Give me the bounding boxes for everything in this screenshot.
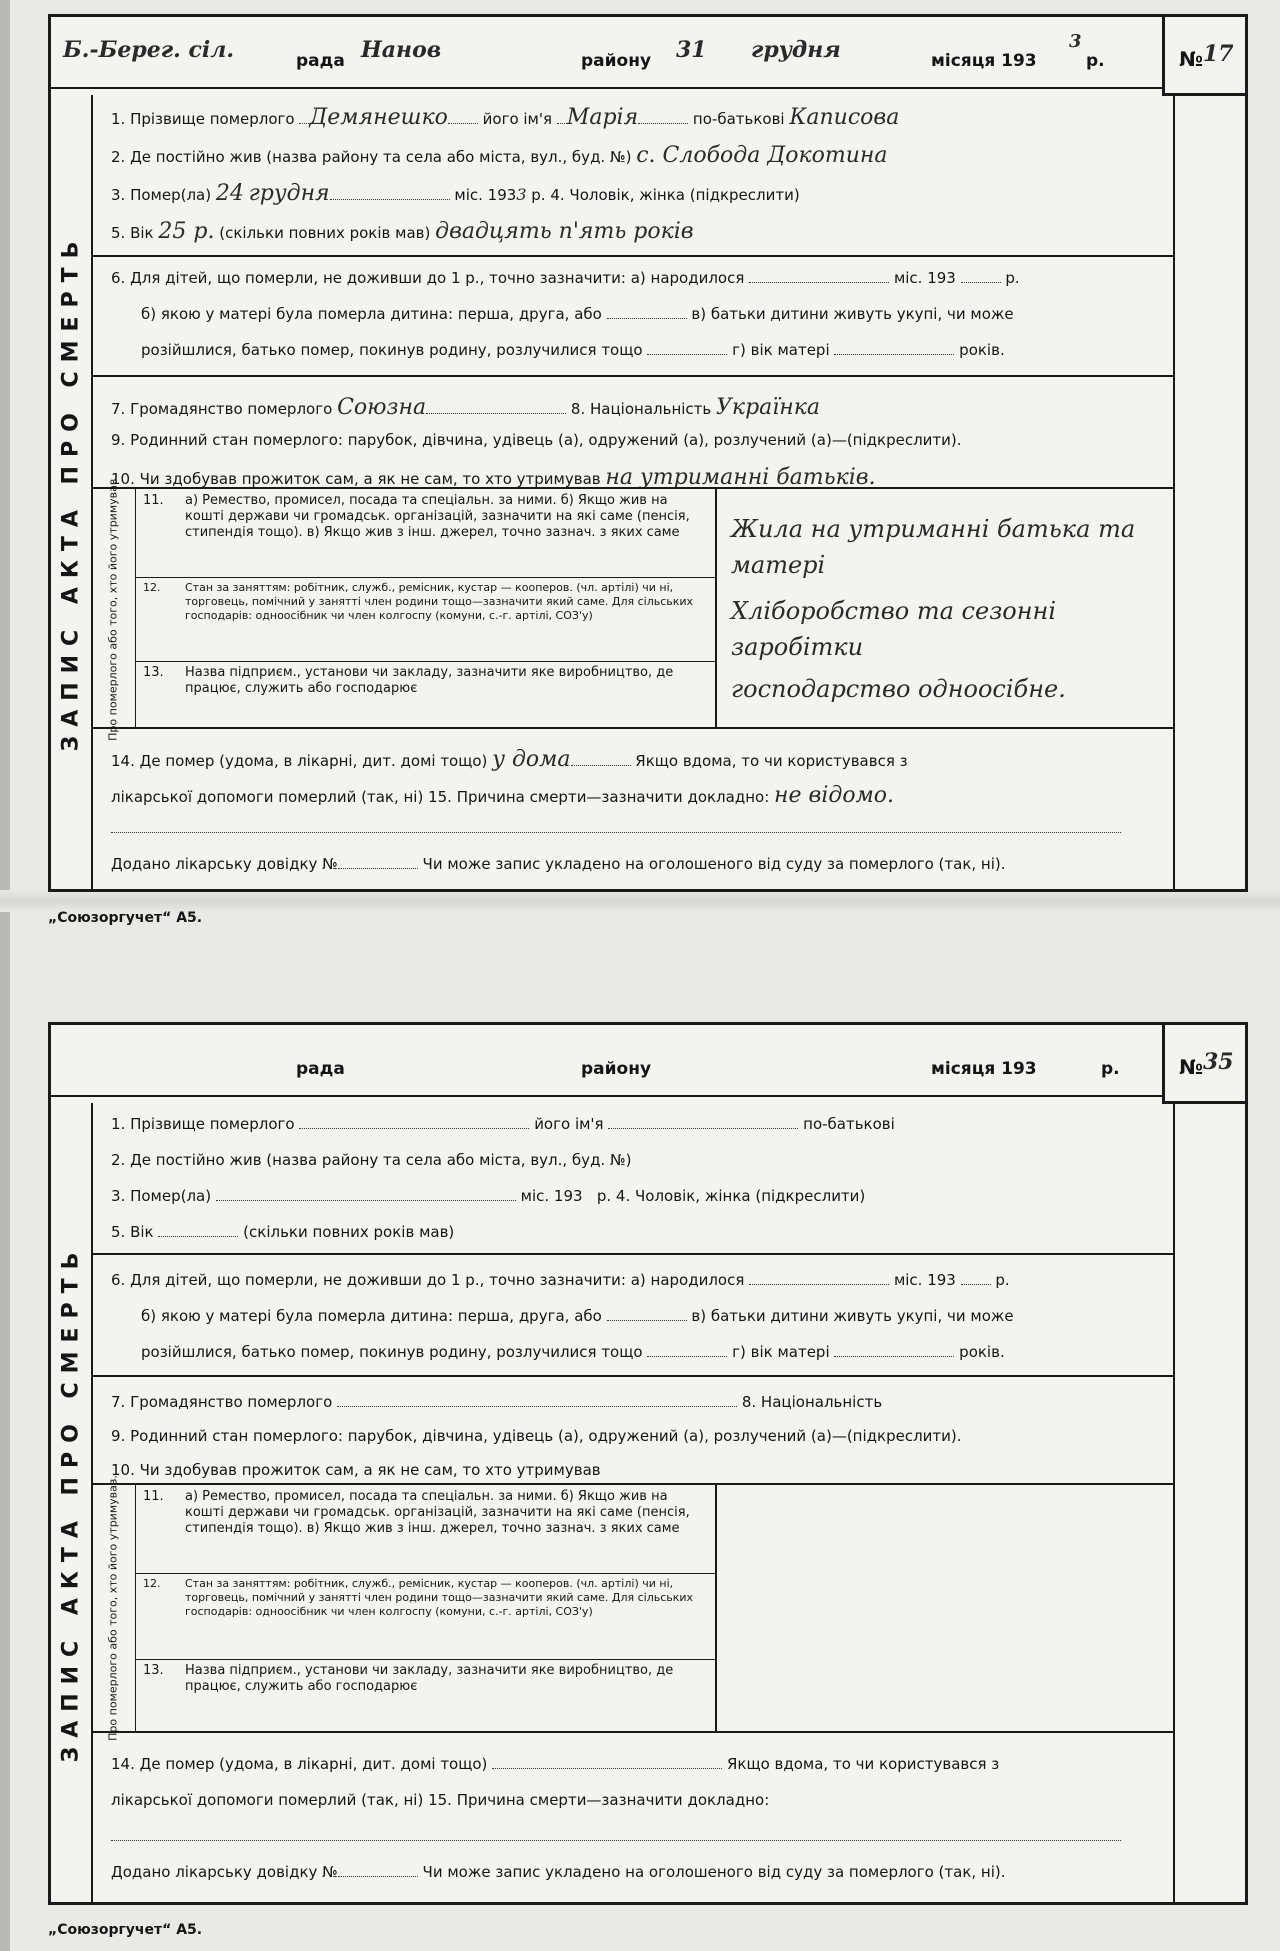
vertical-title-text: ЗАПИС АКТА ПРО СМЕРТЬ [58,1243,84,1762]
rayonu-label: району [581,1059,652,1079]
divider [91,375,1175,377]
q11-row: 11. а) Ремество, промисел, посада та спеціальн. за ними. б) Якщо жив на кошті держави чи громадськ. організацій, зазначити на які саме (пенсія, стипендія тощо). в) Якщо жив з інш. джерел, точно зазнач. з яких саме [135,489,715,578]
no-label: № [1179,1055,1204,1079]
line-last: Додано лікарську довідку № Чи може запис укладено на оголошеного від суду за померлого (так, ні). [111,855,1006,873]
q11-row: 11. а) Ремество, промисел, посада та спеціальн. за ними. б) Якщо жив на кошті держави чи громадськ. організацій, зазначити на які саме (пенсія, стипендія тощо). в) Якщо жив з інш. джерел, точно зазнач. з яких саме [135,1485,715,1574]
misyatsya-label: місяця 193 [931,1059,1037,1079]
line-6c: розійшлися, батько помер, покинув родину, розлучилися тощо г) вік матері років. [141,1343,1005,1361]
rayonu-label: району [581,51,652,71]
vertical-title-text: ЗАПИС АКТА ПРО СМЕРТЬ [58,232,84,752]
line-5: 5. Вік 25 р. (скільки повних років мав) двадцять п'ять років [111,219,694,244]
form-header [51,1025,1165,1097]
supporter-hand: на утриманні батьків. [605,465,876,490]
death-day-hand: 24 [215,181,244,206]
r-label: р. [1086,51,1105,71]
line-7-8: 7. Громадянство померлого Союзна 8. Національність Українка [111,395,821,420]
residence-hand: с. Слобода Докотина [636,143,888,168]
line-6b: б) якою у матері була померла дитина: перша, друга, або в) батьки дитини живуть укупі, чи може [141,1307,1014,1325]
answer-12-hand: Хліборобство та сезонні заробітки [731,597,1057,661]
age-hand: 25 р. [158,219,215,244]
patronymic-hand: Каписова [789,105,900,130]
line-2: 2. Де постійно жив (назва району та села або міста, вул., буд. №) [111,1151,632,1169]
line-14: 14. Де помер (удома, в лікарні, дит. домі тощо) у дома Якщо вдома, то чи користувався з [111,747,908,772]
right-margin-column [1173,95,1245,889]
printer-footer-1: „Союзоргучет“ А5. [48,910,203,926]
given-name-hand: Марія [566,105,639,130]
line-blank [111,1827,1121,1845]
divider [91,1253,1175,1255]
line-15: лікарської допомоги померлий (так, ні) 15. Причина смерти—зазначити докладно: не відомо. [111,783,895,808]
form-header [51,17,1165,89]
record-number-hand: 35 [1203,1049,1234,1075]
scan-edge [0,0,10,1951]
death-month-hand: грудня [248,181,330,206]
line-1: 1. Прізвище померлого Демянешко його ім'я Марія по-батькові Каписова [111,105,900,130]
misyatsya-label: місяця 193 [931,51,1037,71]
line-14: 14. Де помер (удома, в лікарні, дит. домі тощо) Якщо вдома, то чи користувався з [111,1755,1000,1773]
occupation-block: Про померлого або того, хто його утримував. 11. а) Ремество, промисел, посада та спеціальн. за ними. б) Якщо жив на кошті держави чи громадськ. організацій, зазначити на які саме (пенсія, стипендія тощо). в) Якщо жив з інш. джерел, точно зазнач. з яких саме 12. Стан за заняттям: робітник, служб., ремісник, кустар — кооперов. (чл. артілі) чи ні, торговець, помічний у занятті член родини тощо—зазначити який саме. Для сільських господарів: одноосібник чи член колгоспу (комуни, с.-г. артілі, СОЗ'у) 13. Назва підприєм., установи чи закладу, зазначити яке виробництво, де працює, служить або господарює [91,1483,1175,1733]
line-3: 3. Помер(ла) міс. 193 р. 4. Чоловік, жінка (підкреслити) [111,1187,866,1205]
month-hand: грудня [751,37,841,63]
answer-11-hand: Жила на утриманні батька та матері [731,515,1136,579]
line-10: 10. Чи здобував прожиток сам, а як не сам, то хто утримував на утриманні батьків. [111,465,876,490]
r-label: р. [1101,1059,1120,1079]
line-blank [111,819,1121,837]
council-name-hand: Б.-Берег. сіл. [63,37,234,63]
rada-label: рада [296,51,345,71]
line-9: 9. Родинний стан померлого: парубок, дівчина, удівець (а), одружений (а), розлучений (а)—(підкреслити). [111,1427,962,1445]
no-label: № [1179,47,1204,71]
q13-row: 13. Назва підприєм., установи чи закладу, зазначити яке виробництво, де працює, служить або господарює [143,1663,674,1694]
age-words-hand: двадцять п'ять років [435,219,694,244]
line-9: 9. Родинний стан померлого: парубок, дівчина, удівець (а), одружений (а), розлучений (а)—(підкреслити). [111,431,962,449]
right-margin-column [1173,1103,1245,1902]
vertical-title [51,95,93,889]
q13-row: 13. Назва підприєм., установи чи закладу, зазначити яке виробництво, де працює, служить або господарює [143,665,674,696]
divider [91,1375,1175,1377]
line-6a: 6. Для дітей, що померли, не доживши до 1 р., точно зазначити: а) народилося міс. 193 р. [111,1271,1010,1289]
record-number-box [1162,17,1245,96]
citizenship-hand: Союзна [337,395,427,420]
vertical-title [51,1103,93,1902]
year-digit-hand: 3 [1069,31,1082,52]
line-5: 5. Вік (скільки повних років мав) [111,1223,455,1241]
line-last: Додано лікарську довідку № Чи може запис укладено на оголошеного від суду за померлого (так, ні). [111,1863,1006,1881]
line-6a: 6. Для дітей, що померли, не доживши до 1 р., точно зазначити: а) народилося міс. 193 р. [111,269,1020,287]
death-record-form-1 [48,14,1248,892]
line-1: 1. Прізвище померлого його ім'я по-батькові [111,1115,895,1133]
divider [91,255,1175,257]
surname-hand: Демянешко [309,105,448,130]
record-number-box [1162,1025,1245,1104]
q12-row: 12. Стан за заняттям: робітник, служб., ремісник, кустар — кооперов. (чл. артілі) чи ні, торговець, помічний у занятті член родини тощо—зазначити який саме. Для сільських господарів: одноосібник чи член колгоспу (комуни, с.-г. артілі, СОЗ'у) [135,577,715,662]
line-15: лікарської допомоги померлий (так, ні) 15. Причина смерти—зазначити докладно: [111,1791,770,1809]
record-number-hand: 17 [1203,41,1234,67]
nationality-hand: Українка [716,395,821,420]
death-year-digit-hand: 3 [516,185,527,204]
cause-hand: не відомо. [774,783,895,808]
line-2: 2. Де постійно жив (назва району та села або міста, вул., буд. №) с. Слобода Докотина [111,143,888,168]
occupation-block: Про померлого або того, хто його утримував. 11. а) Ремество, промисел, посада та спеціальн. за ними. б) Якщо жив на кошті держави чи громадськ. організацій, зазначити на які саме (пенсія, стипендія тощо). в) Якщо жив з інш. джерел, точно зазнач. з яких саме 12. Стан за заняттям: робітник, служб., ремісник, кустар — кооперов. (чл. артілі) чи ні, торговець, помічний у занятті член родини тощо—зазначити який саме. Для сільських господарів: одноосібник чи член колгоспу (комуни, с.-г. артілі, СОЗ'у) 13. Назва підприєм., установи чи закладу, зазначити яке виробництво, де працює, служить або господарює Жила на утриманні батька та матері Хліборобство та сезонні заробітки господарство одноосібне. [91,487,1175,729]
day-hand: 31 [676,37,707,63]
death-record-form-2 [48,1022,1248,1905]
answer-13-hand: господарство одноосібне. [731,675,1066,703]
rada-label: рада [296,1059,345,1079]
q12-row: 12. Стан за заняттям: робітник, служб., ремісник, кустар — кооперов. (чл. артілі) чи ні, торговець, помічний у занятті член родини тощо—зазначити який саме. Для сільських господарів: одноосібник чи член колгоспу (комуни, с.-г. артілі, СОЗ'у) [135,1573,715,1660]
line-3: 3. Помер(ла) 24 грудня міс. 1933 р. 4. Чоловік, жінка (підкреслити) [111,181,800,206]
line-7-8: 7. Громадянство померлого 8. Національність [111,1393,883,1411]
line-10: 10. Чи здобував прожиток сам, а як не сам, то хто утримував [111,1461,601,1479]
paper-fold [0,890,1280,912]
printer-footer-2: „Союзоргучет“ А5. [48,1922,203,1938]
death-place-hand: у дома [492,747,571,772]
line-6c: розійшлися, батько помер, покинув родину, розлучилися тощо г) вік матері років. [141,341,1005,359]
district-hand: Нанов [361,37,442,63]
line-6b: б) якою у матері була померла дитина: перша, друга, або в) батьки дитини живуть укупі, чи може [141,305,1014,323]
